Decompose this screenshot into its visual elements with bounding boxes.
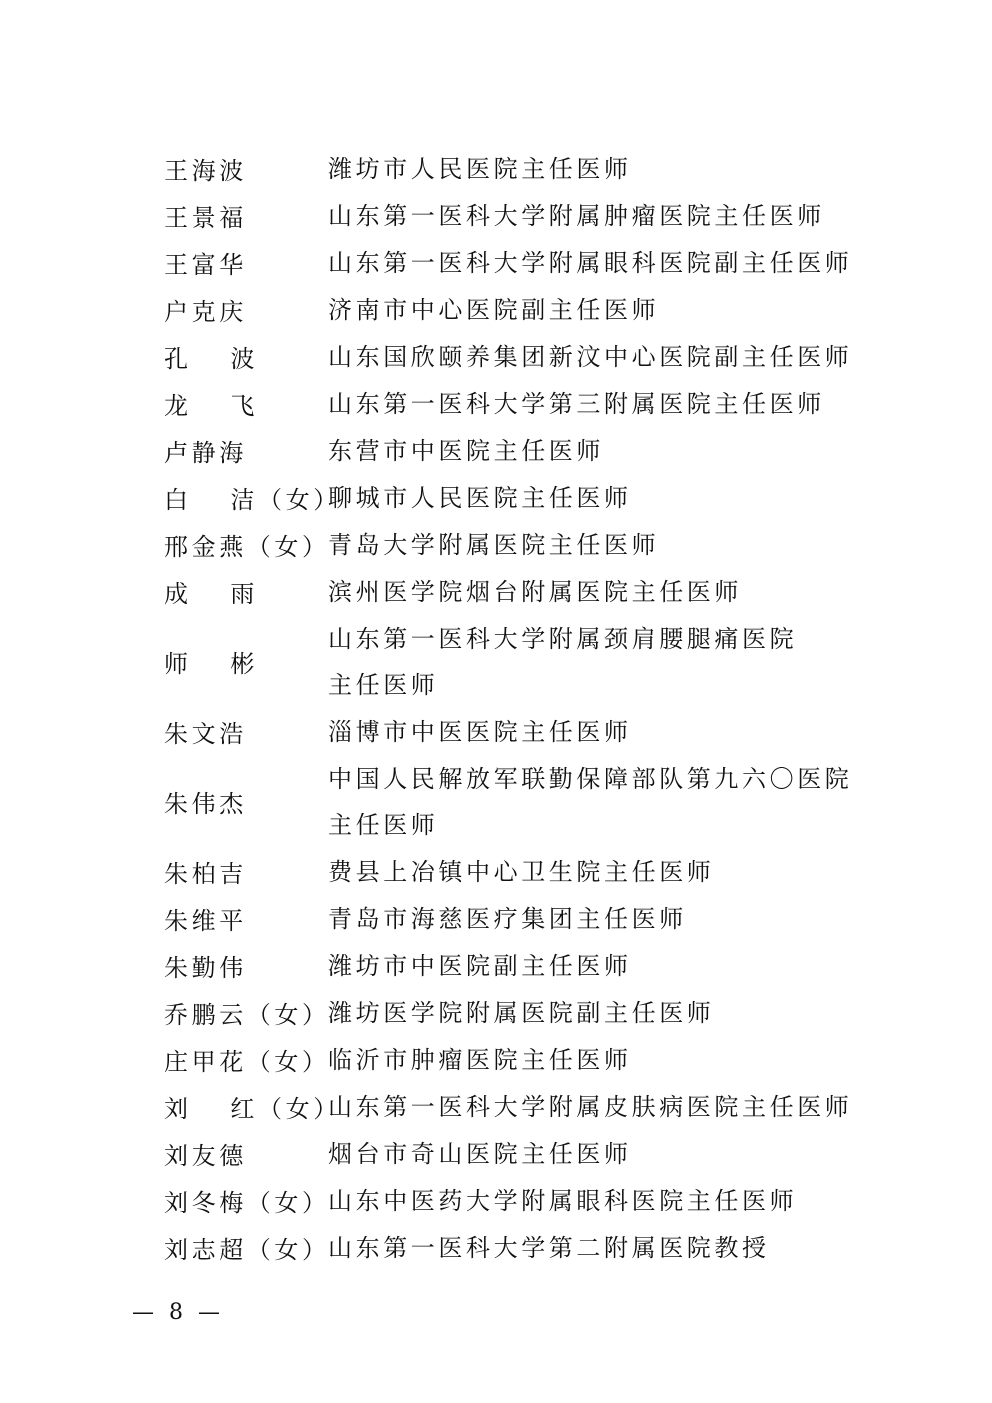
affiliation-line: 东营市中医院主任医师 — [328, 436, 604, 465]
affiliation-line: 青岛市海慈医疗集团主任医师 — [328, 904, 687, 933]
affiliation — [328, 428, 884, 474]
person-name: 朱柏吉 — [164, 860, 247, 888]
list-item — [164, 568, 884, 615]
list-item — [164, 474, 884, 521]
list-item — [164, 380, 884, 427]
list-item — [164, 942, 884, 989]
affiliation — [328, 1178, 884, 1224]
affiliation-line: 山东第一医科大学附属眼科医院副主任医师 — [328, 248, 853, 277]
affiliation-line: 中国人民解放军联勤保障部队第九六〇医院 — [328, 764, 853, 793]
affiliation — [328, 943, 884, 989]
affiliation — [328, 193, 884, 239]
person-name: 成 雨 — [164, 580, 259, 608]
affiliation-line: 费县上冶镇中心卫生院主任医师 — [328, 857, 715, 886]
affiliation-line: 山东第一医科大学附属肿瘤医院主任医师 — [328, 201, 825, 230]
affiliation-line: 山东第一医科大学附属皮肤病医院主任医师 — [328, 1092, 853, 1121]
person-name: 朱勤伟 — [164, 954, 247, 982]
person-name: 王景福 — [164, 204, 247, 232]
list-item — [164, 333, 884, 380]
affiliation — [328, 1225, 884, 1271]
list-item — [164, 895, 884, 942]
affiliation-line: 潍坊医学院附属医院副主任医师 — [328, 998, 715, 1027]
person-name: 乔鹏云（女） — [164, 1001, 330, 1029]
affiliation — [328, 146, 884, 192]
affiliation — [328, 709, 884, 755]
person-name: 刘友德 — [164, 1142, 247, 1170]
affiliation — [328, 240, 884, 286]
list-item — [164, 286, 884, 333]
affiliation — [328, 287, 884, 333]
list-item — [164, 239, 884, 286]
person-name: 户克庆 — [164, 298, 247, 326]
person-name: 刘 红（女） — [164, 1095, 341, 1123]
affiliation — [328, 1084, 884, 1130]
list-item — [164, 1083, 884, 1130]
list-item — [164, 1036, 884, 1083]
list-item — [164, 1130, 884, 1177]
page-number: — 8 — — [132, 1300, 224, 1325]
affiliation — [328, 616, 884, 708]
person-name: 龙 飞 — [164, 392, 259, 420]
list-item — [164, 848, 884, 895]
list-item — [164, 755, 884, 848]
list-item — [164, 145, 884, 192]
affiliation — [328, 522, 884, 568]
affiliation — [328, 475, 884, 521]
affiliation-line: 潍坊市中医院副主任医师 — [328, 951, 632, 980]
affiliation-line: 济南市中心医院副主任医师 — [328, 295, 660, 324]
list-item — [164, 1224, 884, 1271]
affiliation-line: 山东第一医科大学第三附属医院主任医师 — [328, 389, 825, 418]
affiliation — [328, 1037, 884, 1083]
list-item — [164, 1177, 884, 1224]
affiliation-line: 山东第一医科大学第二附属医院教授 — [328, 1233, 770, 1262]
person-name: 邢金燕（女） — [164, 533, 330, 561]
person-name: 刘冬梅（女） — [164, 1189, 330, 1217]
affiliation-line: 滨州医学院烟台附属医院主任医师 — [328, 577, 742, 606]
affiliation-line: 潍坊市人民医院主任医师 — [328, 154, 632, 183]
affiliation — [328, 334, 884, 380]
list-item — [164, 708, 884, 755]
affiliation — [328, 990, 884, 1036]
personnel-list — [164, 145, 884, 1271]
person-name: 师 彬 — [164, 650, 259, 678]
affiliation — [328, 381, 884, 427]
list-item — [164, 615, 884, 708]
affiliation-line: 临沂市肿瘤医院主任医师 — [328, 1045, 632, 1074]
affiliation-line: 山东中医药大学附属眼科医院主任医师 — [328, 1186, 798, 1215]
person-name: 庄甲花（女） — [164, 1048, 330, 1076]
person-name: 朱维平 — [164, 907, 247, 935]
affiliation — [328, 756, 884, 848]
list-item — [164, 427, 884, 474]
person-name: 白 洁（女） — [164, 486, 341, 514]
affiliation-line: 聊城市人民医院主任医师 — [328, 483, 632, 512]
list-item — [164, 989, 884, 1036]
affiliation — [328, 896, 884, 942]
affiliation-line: 山东第一医科大学附属颈肩腰腿痛医院 — [328, 624, 798, 653]
list-item — [164, 192, 884, 239]
person-name: 王海波 — [164, 157, 247, 185]
affiliation-line: 主任医师 — [328, 670, 439, 699]
affiliation-line: 淄博市中医医院主任医师 — [328, 717, 632, 746]
affiliation-line: 烟台市奇山医院主任医师 — [328, 1139, 632, 1168]
affiliation-line: 山东国欣颐养集团新汶中心医院副主任医师 — [328, 342, 853, 371]
affiliation — [328, 849, 884, 895]
person-name: 卢静海 — [164, 439, 247, 467]
affiliation-line: 主任医师 — [328, 810, 439, 839]
person-name: 王富华 — [164, 251, 247, 279]
affiliation — [328, 1131, 884, 1177]
person-name: 朱文浩 — [164, 720, 247, 748]
person-name: 朱伟杰 — [164, 790, 247, 818]
affiliation — [328, 569, 884, 615]
person-name: 孔 波 — [164, 345, 259, 373]
affiliation-line: 青岛大学附属医院主任医师 — [328, 530, 660, 559]
list-item — [164, 521, 884, 568]
person-name: 刘志超（女） — [164, 1236, 330, 1264]
